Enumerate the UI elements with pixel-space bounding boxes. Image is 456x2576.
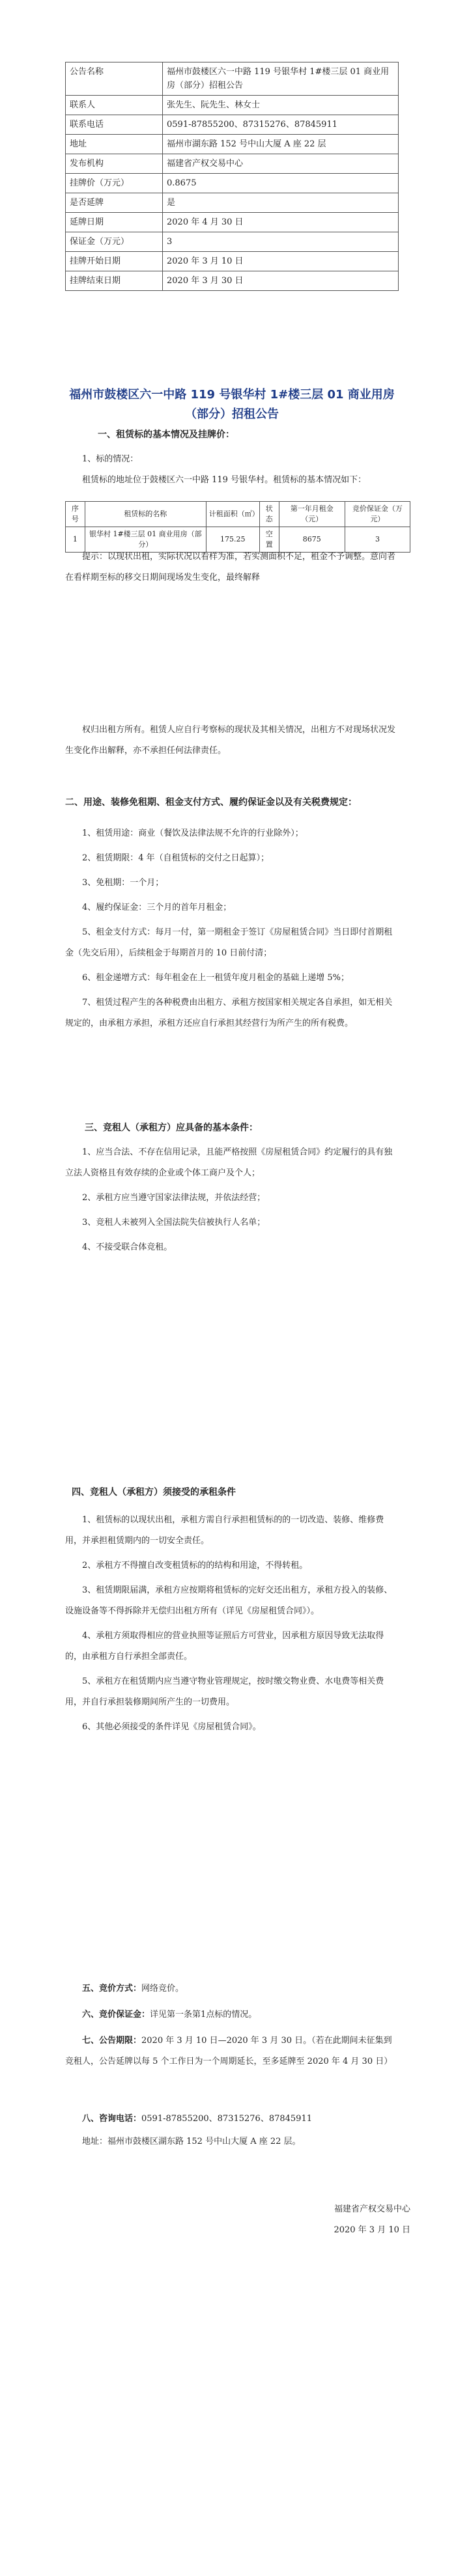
sec4-item: 3、租赁期限届满，承租方应按期将租赁标的完好交还出租方，承租方投入的装修、设施设备等不得拆除并无偿归出租方所有（详见《房屋租赁合同》）。	[65, 1585, 393, 1616]
info-value: 0.8675	[163, 174, 399, 193]
subject-header-cell: 租赁标的名称	[85, 502, 206, 527]
info-key: 挂牌价（万元）	[66, 174, 163, 193]
info-key: 延牌日期	[66, 213, 163, 232]
subject-cell: 1	[66, 527, 85, 553]
info-value: 福州市湖东路 152 号中山大厦 A 座 22 层	[163, 135, 399, 154]
section-3-heading: 三、竞租人（承租方）应具备的基本条件：	[85, 1123, 258, 1133]
info-row	[66, 232, 399, 252]
info-row	[66, 213, 399, 232]
sec3-item: 1、应当合法、不存在信用记录，且能严格按照《房屋租赁合同》约定履行的具有独立法人资格且有效存续的企业或个体工商户及个人；	[65, 1147, 393, 1178]
subject-header-cell: 序号	[66, 502, 85, 527]
sec2-item: 1、租赁用途：商业（餐饮及法律法规不允许的行业除外）；	[82, 829, 304, 838]
sec3-item: 3、竞租人未被列入全国法院失信被执行人名单；	[82, 1218, 266, 1227]
section-7-label: 七、公告期限：	[82, 2036, 142, 2046]
info-value: 福建省产权交易中心	[163, 154, 399, 174]
sec4-item: 2、承租方不得擅自改变租赁标的的结构和用途，不得转租。	[82, 1561, 308, 1570]
section-6	[65, 2005, 399, 2025]
subject-header-cell: 第一年月租金（元）	[279, 502, 345, 527]
section-5-text: 网络竞价。	[141, 1984, 184, 1994]
signature-org: 福建省产权交易中心	[334, 2204, 410, 2214]
subject-cell: 175.25	[206, 527, 259, 553]
paragraph: 租赁标的地址位于鼓楼区六一中路 119 号银华村。租赁标的基本情况如下：	[82, 475, 367, 485]
subject-header-cell: 状态	[259, 502, 279, 527]
info-value: 是	[163, 193, 399, 213]
sec3-item: 2、承租方应当遵守国家法律法规，并依法经营；	[82, 1193, 266, 1203]
sec4-item: 1、租赁标的以现状出租，承租方需自行承担租赁标的的一切改造、装修、维修费用，并承担租赁期内的一切安全责任。	[65, 1515, 384, 1546]
info-value: 0591-87855200、87315276、87845911	[163, 115, 399, 135]
info-key: 联系电话	[66, 115, 163, 135]
info-row	[66, 135, 399, 154]
notice-text: 提示：以现状出租，实际状况以看样为准，若实测面积不足，租金不予调整。意向者在看样期至标的移交日期间现场发生变化，最终解释	[65, 552, 396, 582]
subject-table	[65, 501, 410, 553]
info-key: 联系人	[66, 96, 163, 115]
sec4-item: 4、承租方须取得相应的营业执照等证照后方可营业，因承租方原因导致无法取得的，由承租方自行承担全部责任。	[65, 1631, 384, 1662]
info-key: 发布机构	[66, 154, 163, 174]
sec2-item: 5、租金支付方式：每月一付，第一期租金于签订《房屋租赁合同》当日即付首期租金（先交后用），后续租金于每期首月的 10 日前付清；	[65, 927, 393, 958]
section-5	[65, 1979, 399, 1999]
info-key: 挂牌结束日期	[66, 271, 163, 291]
info-value: 2020 年 3 月 10 日	[163, 252, 399, 271]
info-key: 是否延牌	[66, 193, 163, 213]
info-key: 挂牌开始日期	[66, 252, 163, 271]
section-5-label: 五、竞价方式：	[82, 1984, 142, 1994]
info-row	[66, 154, 399, 174]
paragraph: 1、标的情况：	[82, 454, 139, 464]
section-1-heading: 一、租赁标的基本情况及挂牌价：	[98, 430, 235, 440]
info-row	[66, 174, 399, 193]
signature-date: 2020 年 3 月 10 日	[334, 2225, 410, 2235]
info-row	[66, 62, 399, 96]
sec4-item: 5、承租方在租赁期内应当遵守物业管理规定，按时缴交物业费、水电费等相关费用，并自行承担装修期间所产生的一切费用。	[65, 1677, 384, 1707]
subject-cell: 8675	[279, 527, 345, 553]
info-value: 2020 年 3 月 30 日	[163, 271, 399, 291]
info-value: 3	[163, 232, 399, 252]
section-8-text: 0591-87855200、87315276、87845911	[141, 2114, 312, 2124]
subject-header-cell: 计租面积（㎡）	[206, 502, 259, 527]
notice-text: 权归出租方所有。租赁人应自行考察标的现状及其相关情况，出租方不对现场状况发生变化作出解释，亦不承担任何法律责任。	[65, 725, 396, 756]
sec2-item: 4、履约保证金：三个月的首年月租金；	[82, 903, 232, 912]
subject-header-cell: 竞价保证金（万元）	[345, 502, 410, 527]
info-value: 张先生、阮先生、林女士	[163, 96, 399, 115]
section-4-heading: 四、竞租人（承租方）须接受的承租条件	[72, 1487, 236, 1498]
info-row	[66, 252, 399, 271]
section-2-heading: 二、用途、装修免租期、租金支付方式、履约保证金以及有关税费规定：	[65, 797, 357, 808]
section-7	[65, 2031, 399, 2072]
page-title: 福州市鼓楼区六一中路 119 号银华村 1#楼三层 01 商业用房（部分）招租公告	[69, 388, 395, 421]
subject-cell: 银华村 1#楼三层 01 商业用房（部分）	[85, 527, 206, 553]
sec2-item: 3、免租期：一个月；	[82, 878, 164, 888]
section-8-label: 八、咨询电话：	[82, 2114, 142, 2124]
sec2-item: 2、租赁期限：4 年（自租赁标的交付之日起算）；	[82, 853, 270, 863]
sec3-item: 4、不接受联合体竞租。	[82, 1242, 173, 1252]
info-table	[65, 62, 399, 291]
section-6-text: 详见第一条第1点标的情况。	[150, 2010, 257, 2020]
sec2-item: 7、租赁过程产生的各种税费由出租方、承租方按国家相关规定各自承担，如无相关规定的，由承租方承担，承租方还应自行承担其经营行为所产生的所有税费。	[65, 998, 393, 1028]
section-6-label: 六、竞价保证金：	[82, 2010, 150, 2020]
info-row	[66, 271, 399, 291]
info-value: 福州市鼓楼区六一中路 119 号银华村 1#楼三层 01 商业用房（部分）招租公告	[163, 62, 399, 96]
sec4-item: 6、其他必须接受的条件详见《房屋租赁合同》。	[82, 1722, 261, 1732]
subject-table-header	[66, 502, 410, 527]
address-text: 地址：福州市鼓楼区湖东路 152 号中山大厦 A 座 22 层。	[82, 2137, 301, 2146]
subject-cell: 3	[345, 527, 410, 553]
info-key: 地址	[66, 135, 163, 154]
section-8	[65, 2109, 399, 2130]
section-7-text: 2020 年 3 月 10 日—2020 年 3 月 30 日。（若在此期间未征集到竞租人，公告延牌以每 5 个工作日为一个周期延长，至多延牌至 2020 年 4 月 30 日）	[65, 2036, 393, 2066]
info-row	[66, 96, 399, 115]
info-row	[66, 193, 399, 213]
sec2-item: 6、租金递增方式：每年租金在上一租赁年度月租金的基础上递增 5%；	[82, 973, 350, 983]
info-value: 2020 年 4 月 30 日	[163, 213, 399, 232]
info-key: 公告名称	[66, 62, 163, 96]
info-row	[66, 115, 399, 135]
subject-cell: 空置	[259, 527, 279, 553]
info-key: 保证金（万元）	[66, 232, 163, 252]
